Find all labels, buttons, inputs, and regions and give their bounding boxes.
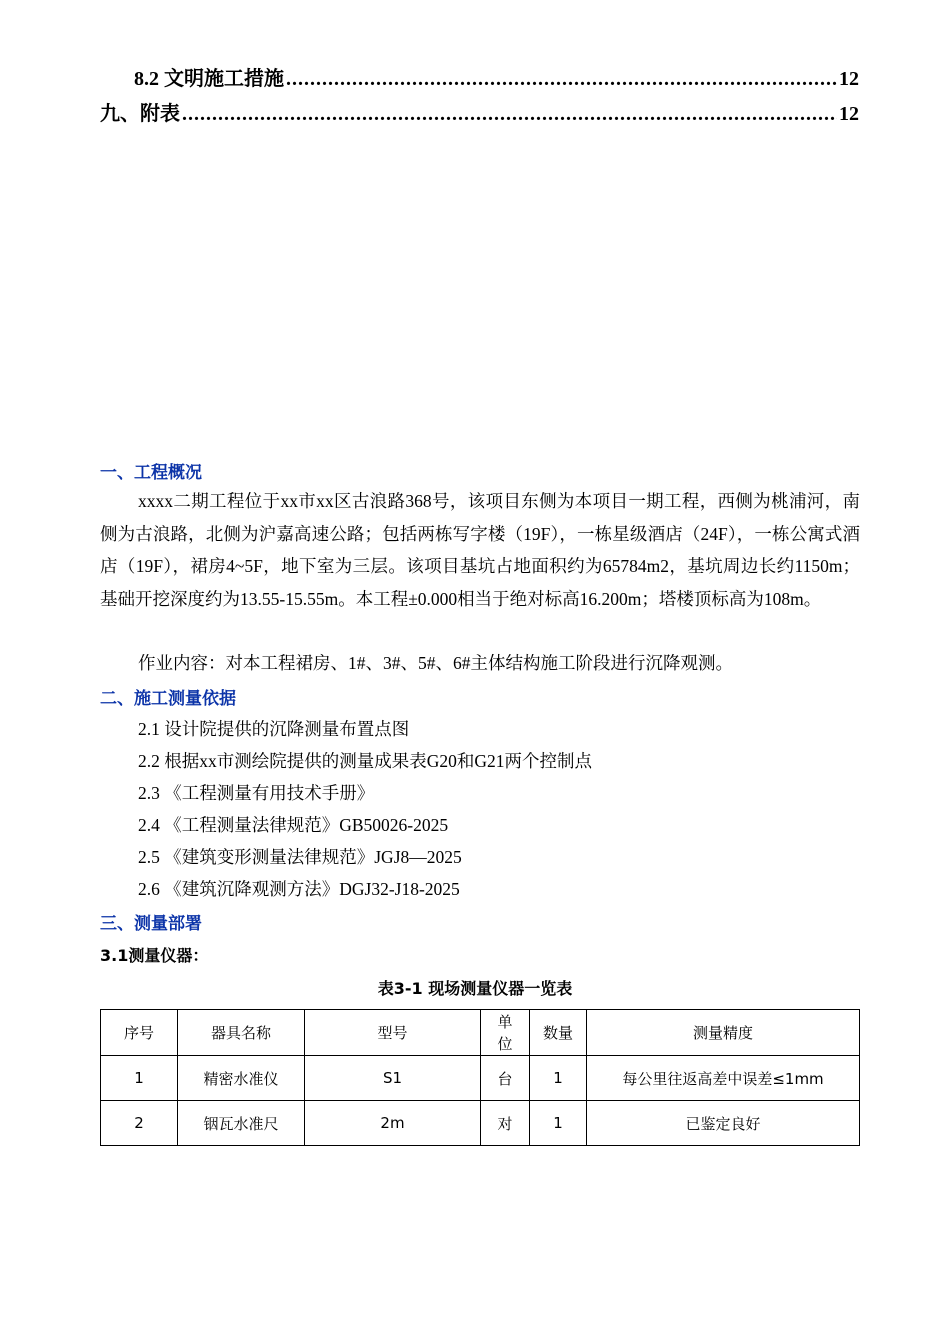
table-cell: 对	[481, 1101, 530, 1146]
toc-entry-page: 12	[839, 103, 859, 125]
basis-item: 2.5 《建筑变形测量法律规范》JGJ8—2025	[138, 847, 462, 867]
section-heading-overview: 一、工程概况	[100, 463, 202, 483]
table-caption: 表3-1 现场测量仪器一览表	[377, 979, 573, 998]
basis-item: 2.3 《工程测量有用技术手册》	[138, 783, 375, 803]
sub-heading-instruments: 3.1测量仪器：	[100, 946, 209, 965]
table-cell: 1	[101, 1056, 178, 1101]
table-row	[101, 1056, 860, 1101]
toc-entry-label: 8.2 文明施工措施	[134, 68, 284, 90]
toc-leader-dots	[182, 103, 837, 126]
table-cell: 已鉴定良好	[587, 1101, 860, 1146]
instrument-table	[100, 1009, 860, 1146]
table-cell: 精密水准仪	[178, 1056, 305, 1101]
table-header-cell: 器具名称	[178, 1010, 305, 1056]
table-header-cell: 数量	[530, 1010, 587, 1056]
overview-paragraph	[100, 485, 860, 615]
basis-item: 2.4 《工程测量法律规范》GB50026-2025	[138, 815, 449, 835]
table-cell: 台	[481, 1056, 530, 1101]
toc-leader-dots	[286, 68, 837, 91]
section-heading-basis: 二、施工测量依据	[100, 689, 236, 709]
toc-entry-label: 九、附表	[100, 103, 180, 125]
table-header-cell: 序号	[101, 1010, 178, 1056]
unit-header-text: 单位	[497, 1012, 513, 1053]
basis-item: 2.2 根据xx市测绘院提供的测量成果表G20和G21两个控制点	[138, 751, 593, 771]
table-cell: 1	[530, 1101, 587, 1146]
table-cell: 1	[530, 1056, 587, 1101]
table-cell: 2	[101, 1101, 178, 1146]
section-heading-deployment: 三、测量部署	[100, 914, 202, 934]
toc-entry[interactable]	[134, 62, 859, 91]
table-header-row	[101, 1010, 860, 1056]
table-header-cell: 测量精度	[587, 1010, 860, 1056]
table-row	[101, 1101, 860, 1146]
toc-entry[interactable]	[100, 97, 859, 126]
overview-text: xxxx二期工程位于xx市xx区古浪路368号，该项目东侧为本项目一期工程，西侧为桃浦河，南侧为古浪路，北侧为沪嘉高速公路；包括两栋写字楼（19F），一栋星级酒店（24F），一栋公寓式酒店（19F），裙房4~5F，地下室为三层。该项目基坑占地面积约为65784m2，基坑周边长约1150m；基础开挖深度约为13.55-15.55m。本工程±0.000相当于绝对标高16.200m；塔楼顶标高为108m。	[100, 491, 860, 609]
table-cell: 2m	[305, 1101, 481, 1146]
table-header-cell: 型号	[305, 1010, 481, 1056]
basis-item: 2.1 设计院提供的沉降测量布置点图	[138, 719, 410, 739]
table-cell: 每公里往返高差中误差≤1mm	[587, 1056, 860, 1101]
table-cell: 铟瓦水准尺	[178, 1101, 305, 1146]
work-content-text: 作业内容：对本工程裙房、1#、3#、5#、6#主体结构施工阶段进行沉降观测。	[138, 653, 733, 673]
table-cell: S1	[305, 1056, 481, 1101]
toc-entry-page: 12	[839, 68, 859, 90]
basis-item: 2.6 《建筑沉降观测方法》DGJ32-J18-2025	[138, 879, 460, 899]
table-header-cell	[481, 1010, 530, 1056]
